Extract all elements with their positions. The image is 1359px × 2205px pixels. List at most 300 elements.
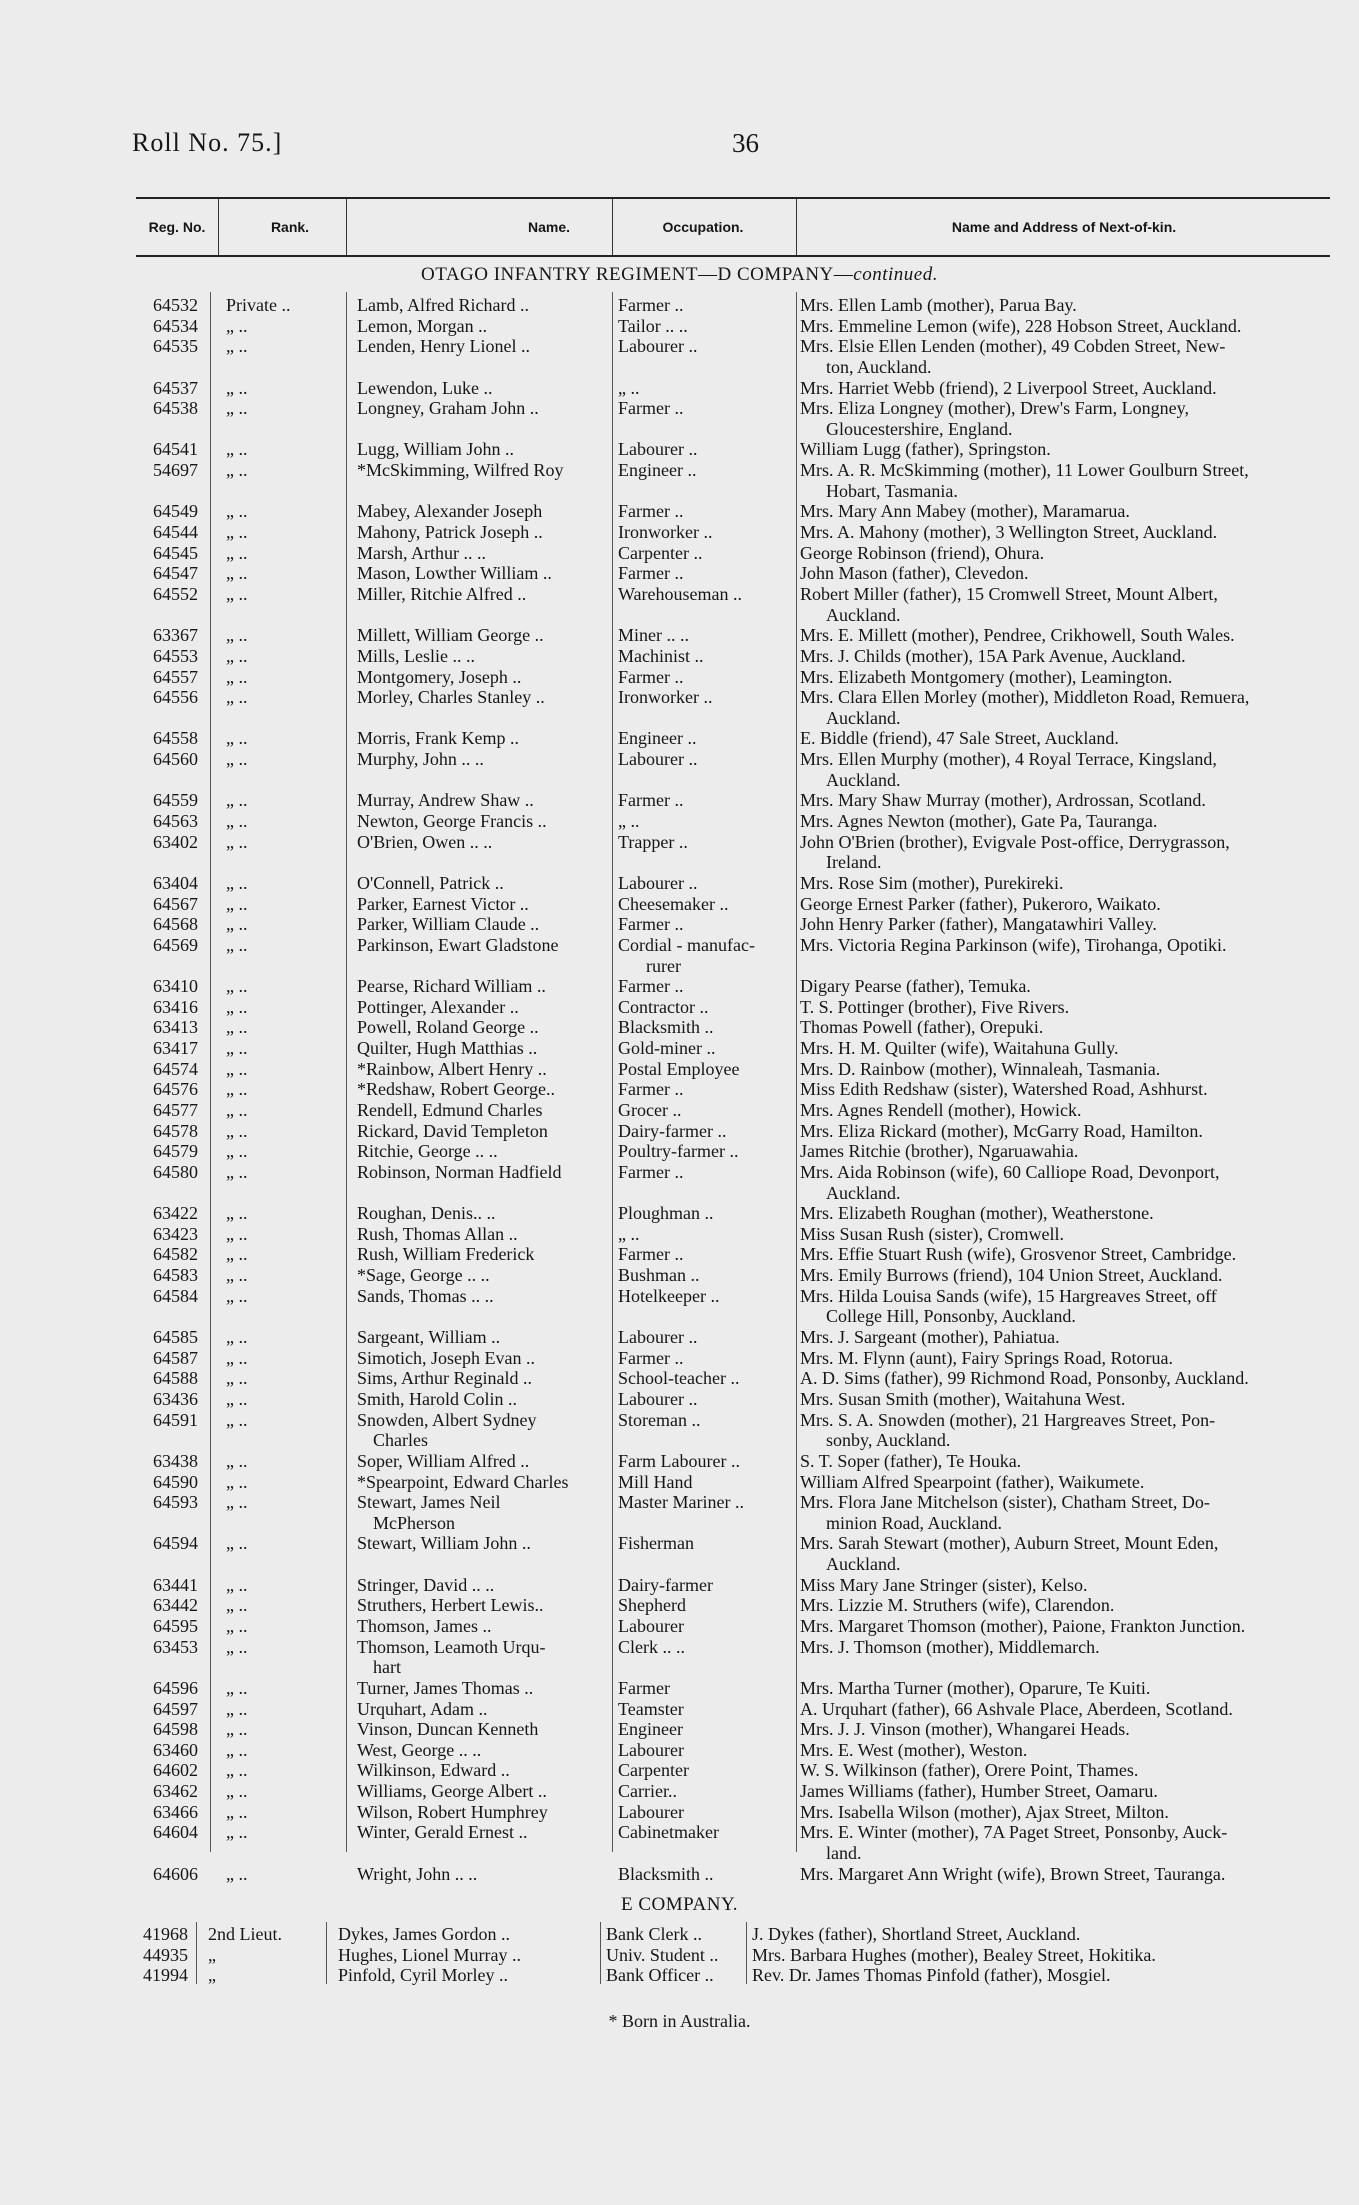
cell-reg: 64582 [153,1244,198,1265]
cell-rank: „ .. [226,1099,248,1120]
cell-kin: W. S. Wilkinson (father), Orere Point, Thames. [800,1760,1139,1781]
cell-occ: Warehouseman .. [618,583,743,604]
cell-occ: Bank Clerk .. [606,1924,702,1944]
cell-name: Charles [373,1430,428,1451]
table-row [0,997,1359,1018]
cell-reg: 64545 [153,542,198,563]
cell-occ: Ironworker .. [618,522,713,543]
cell-name: Vinson, Duncan Kenneth [357,1719,539,1740]
cell-reg: 63402 [153,831,198,852]
cell-name: Marsh, Arthur .. .. [357,542,486,563]
cell-rank: „ .. [226,976,248,997]
cell-reg: 64569 [153,934,198,955]
cell-rank: „ .. [226,1471,248,1492]
cell-kin: E. Biddle (friend), 47 Sale Street, Auckland. [800,728,1119,749]
cell-reg: 64580 [153,1161,198,1182]
cell-rank: „ .. [226,811,248,832]
cell-kin: A. D. Sims (father), 99 Richmond Road, Ponsonby, Auckland. [800,1368,1249,1389]
cell-kin: Auckland. [826,707,901,728]
cell-reg: 54697 [153,460,198,481]
col-rank: Rank. [270,219,310,235]
table-row [0,1203,1359,1224]
table-row [0,543,1359,564]
cell-occ: Engineer .. [618,728,697,749]
table-row [0,522,1359,543]
cell-reg: 64584 [153,1285,198,1306]
cell-rank: „ .. [226,749,248,770]
cell-rank: „ .. [226,1141,248,1162]
cell-rank: „ .. [226,1368,248,1389]
roll-number: Roll No. 75.] [132,128,283,157]
cell-rank: „ .. [226,1781,248,1802]
cell-kin: land. [826,1843,862,1864]
table-row [0,316,1359,337]
cell-kin: Mrs. Martha Turner (mother), Oparure, Te Kuiti. [800,1677,1151,1698]
cell-name: *Sage, George .. .. [357,1265,490,1286]
cell-name: Soper, William Alfred .. [357,1450,530,1471]
cell-kin: J. Dykes (father), Shortland Street, Auckland. [752,1924,1081,1944]
table-row [0,956,1359,977]
cell-name: Parkinson, Ewart Gladstone [357,934,559,955]
cell-kin: Miss Edith Redshaw (sister), Watershed Road, Ashhurst. [800,1079,1208,1100]
cell-name: O'Connell, Patrick .. [357,872,504,893]
cell-kin: Mrs. Elizabeth Montgomery (mother), Leamington. [800,666,1173,687]
cell-kin: Mrs. S. A. Snowden (mother), 21 Hargreaves Street, Pon- [800,1409,1216,1430]
cell-reg: 64560 [153,749,198,770]
cell-name: Lugg, William John .. [357,439,514,460]
cell-kin: A. Urquhart (father), 66 Ashvale Place, Aberdeen, Scotland. [800,1698,1233,1719]
cell-name: Thomson, Leamoth Urqu- [357,1636,546,1657]
cell-rank: „ .. [226,831,248,852]
cell-rank: „ .. [226,728,248,749]
cell-rank: „ .. [226,1120,248,1141]
page-number: 36 [732,128,759,158]
cell-name: Stewart, William John .. [357,1533,531,1554]
cell-kin: Mrs. J. Thomson (mother), Middlemarch. [800,1636,1100,1657]
cell-occ: Cabinetmaker [618,1822,719,1843]
column-divider [796,199,797,255]
cell-name: Stringer, David .. .. [357,1574,495,1595]
cell-reg: 64556 [153,687,198,708]
cell-rank: „ .. [226,996,248,1017]
cell-reg: 64557 [153,666,198,687]
table-row [0,1183,1359,1204]
cell-name: Montgomery, Joseph .. [357,666,522,687]
cell-kin: Mrs. Eliza Longney (mother), Drew's Farm, Longney, [800,398,1189,419]
cell-kin: Mrs. Isabella Wilson (mother), Ajax Street, Milton. [800,1801,1169,1822]
cell-name: Snowden, Albert Sydney [357,1409,537,1430]
col-occupation: Occupation. [662,219,744,235]
table-row [0,1843,1359,1864]
cell-name: Winter, Gerald Ernest .. [357,1822,528,1843]
cell-rank: „ .. [226,501,248,522]
cell-name: Dykes, James Gordon .. [338,1924,510,1944]
column-divider [346,199,347,255]
table-row [0,336,1359,357]
cell-occ: School-teacher .. [618,1368,740,1389]
table-row [0,894,1359,915]
cell-occ: Ploughman .. [618,1203,714,1224]
cell-kin: Mrs. Flora Jane Mitchelson (sister), Chatham Street, Do- [800,1492,1210,1513]
cell-rank: „ .. [226,1161,248,1182]
table-row [0,1719,1359,1740]
cell-name: Rush, William Frederick [357,1244,535,1265]
cell-rank: „ .. [226,1492,248,1513]
cell-kin: Mrs. Emily Burrows (friend), 104 Union Street, Auckland. [800,1265,1223,1286]
cell-name: Turner, James Thomas .. [357,1677,534,1698]
cell-rank: „ .. [226,1327,248,1348]
cell-kin: Mrs. Mary Ann Mabey (mother), Maramarua. [800,501,1130,522]
table-row [0,1945,1359,1966]
cell-kin: Mrs. Agnes Rendell (mother), Howick. [800,1099,1082,1120]
table-row [0,1472,1359,1493]
cell-occ: Carrier.. [618,1781,677,1802]
cell-kin: Mrs. H. M. Quilter (wife), Waitahuna Gully. [800,1038,1119,1059]
cell-reg: 64559 [153,790,198,811]
cell-occ: Poultry-farmer .. [618,1141,739,1162]
cell-name: Pottinger, Alexander .. [357,996,519,1017]
cell-rank: „ .. [226,1347,248,1368]
cell-rank: „ .. [226,1265,248,1286]
cell-name: Sargeant, William .. [357,1327,501,1348]
cell-rank: „ .. [226,377,248,398]
cell-occ: Univ. Student .. [606,1944,719,1965]
cell-kin: Mrs. Elizabeth Roughan (mother), Weatherstone. [800,1203,1154,1224]
cell-name: Struthers, Herbert Lewis.. [357,1595,544,1616]
cell-name: Smith, Harold Colin .. [357,1388,518,1409]
cell-kin: Mrs. Ellen Murphy (mother), 4 Royal Terrace, Kingsland, [800,749,1217,770]
cell-reg: 64604 [153,1822,198,1843]
cell-reg: 64596 [153,1677,198,1698]
cell-kin: Auckland. [826,1182,901,1203]
cell-kin: Auckland. [826,604,901,625]
table-row [0,749,1359,770]
cell-reg: 64585 [153,1327,198,1348]
cell-reg: 63441 [153,1574,198,1595]
table-row [0,687,1359,708]
table-row [0,584,1359,605]
cell-occ: Gold-miner .. [618,1038,716,1059]
table-row [0,1327,1359,1348]
table-row [0,1554,1359,1575]
cell-kin: Mrs. M. Flynn (aunt), Fairy Springs Road, Rotorua. [800,1347,1173,1368]
cell-occ: Farmer .. [618,790,684,811]
cell-reg: 41968 [143,1924,188,1944]
table-row [0,1678,1359,1699]
cell-rank: „ .. [226,1760,248,1781]
cell-rank: „ .. [226,1863,248,1884]
cell-name: West, George .. .. [357,1739,482,1760]
table-row [0,976,1359,997]
cell-occ: Labourer [618,1616,684,1636]
cell-reg: 64568 [153,914,198,935]
cell-rank: „ .. [226,315,248,336]
cell-name: *Spearpoint, Edward Charles [357,1471,569,1492]
cell-rank: „ .. [226,1203,248,1224]
cell-occ: Engineer .. [618,460,697,481]
cell-kin: Mrs. Victoria Regina Parkinson (wife), Tirohanga, Opotiki. [800,934,1227,955]
cell-occ: „ .. [618,811,640,832]
cell-reg: 64576 [153,1079,198,1100]
table-row [0,770,1359,791]
cell-occ: Bushman .. [618,1265,700,1286]
cell-reg: 64544 [153,522,198,543]
cell-reg: 64590 [153,1471,198,1492]
table-row [0,1244,1359,1265]
cell-kin: Gloucestershire, England. [826,418,1013,439]
cell-kin: William Lugg (father), Springston. [800,439,1051,460]
cell-kin: Mrs. Aida Robinson (wife), 60 Calliope Road, Devonport, [800,1161,1220,1182]
cell-kin: Mrs. A. Mahony (mother), 3 Wellington Street, Auckland. [800,522,1218,543]
cell-rank: 2nd Lieut. [208,1924,282,1944]
cell-name: Robinson, Norman Hadfield [357,1161,562,1182]
cell-name: Sims, Arthur Reginald .. [357,1368,532,1389]
table-row [0,1533,1359,1554]
cell-rank: „ .. [226,1801,248,1822]
cell-kin: Mrs. E. Winter (mother), 7A Paget Street, Ponsonby, Auck- [800,1822,1228,1843]
cell-name: Parker, William Claude .. [357,914,540,935]
cell-name: Wilkinson, Edward .. [357,1760,510,1781]
cell-reg: 64602 [153,1760,198,1781]
cell-rank: „ .. [226,934,248,955]
table-row [0,398,1359,419]
cell-rank: „ .. [226,563,248,584]
cell-occ: Farmer .. [618,1079,684,1100]
table-row [0,646,1359,667]
cell-rank: „ .. [226,1698,248,1719]
cell-reg: 64598 [153,1719,198,1740]
cell-rank: „ .. [226,1244,248,1265]
cell-reg: 64538 [153,398,198,419]
cell-name: Wilson, Robert Humphrey [357,1801,548,1822]
table-row [0,501,1359,522]
cell-reg: 64588 [153,1368,198,1389]
cell-kin: Mrs. Eliza Rickard (mother), McGarry Road, Hamilton. [800,1120,1203,1141]
cell-name: hart [373,1657,401,1678]
table-row [0,1492,1359,1513]
cell-kin: Miss Susan Rush (sister), Cromwell. [800,1223,1065,1244]
cell-kin: Mrs. Lizzie M. Struthers (wife), Clarendon. [800,1595,1115,1616]
cell-occ: Postal Employee [618,1058,740,1079]
cell-rank: „ .. [226,1038,248,1059]
cell-kin: Auckland. [826,769,901,790]
cell-kin: S. T. Soper (father), Te Houka. [800,1450,1022,1471]
table-row [0,1657,1359,1678]
cell-kin: Robert Miller (father), 15 Cromwell Street, Mount Albert, [800,583,1218,604]
cell-occ: Blacksmith .. [618,1017,714,1038]
cell-rank: „ .. [226,1285,248,1306]
cell-occ: Farmer .. [618,295,684,315]
cell-kin: sonby, Auckland. [826,1430,951,1451]
cell-kin: Digary Pearse (father), Temuka. [800,976,1031,997]
cell-kin: Mrs. Clara Ellen Morley (mother), Middleton Road, Remuera, [800,687,1250,708]
table-row [0,419,1359,440]
cell-reg: 63442 [153,1595,198,1616]
d-company-rows [0,295,1359,1884]
cell-name: O'Brien, Owen .. .. [357,831,493,852]
table-row [0,1595,1359,1616]
cell-kin: Mrs. Hilda Louisa Sands (wife), 15 Hargreaves Street, off [800,1285,1217,1306]
cell-reg: 64591 [153,1409,198,1430]
cell-occ: Farmer .. [618,1244,684,1265]
cell-kin: Mrs. Susan Smith (mother), Waitahuna West. [800,1388,1126,1409]
table-row [0,1924,1359,1945]
cell-kin: ton, Auckland. [826,356,932,377]
table-row [0,790,1359,811]
table-row [0,1079,1359,1100]
cell-rank: „ .. [226,645,248,666]
cell-reg: 63404 [153,872,198,893]
cell-rank: „ [208,1944,216,1965]
cell-kin: T. S. Pottinger (brother), Five Rivers. [800,996,1070,1017]
table-row [0,1616,1359,1637]
cell-reg: 64606 [153,1863,198,1884]
cell-occ: Contractor .. [618,996,709,1017]
cell-rank: „ .. [226,1574,248,1595]
cell-kin: Mrs. Emmeline Lemon (wife), 228 Hobson Street, Auckland. [800,315,1242,336]
table-row [0,357,1359,378]
cell-name: *Redshaw, Robert George.. [357,1079,555,1100]
table-row [0,378,1359,399]
cell-kin: John Henry Parker (father), Mangatawhiri Valley. [800,914,1157,935]
cell-name: Mabey, Alexander Joseph [357,501,543,522]
cell-reg: 64563 [153,811,198,832]
cell-occ: Engineer [618,1719,683,1740]
cell-rank: „ .. [226,522,248,543]
table-row [0,1781,1359,1802]
cell-rank: „ .. [226,1409,248,1430]
table-row [0,728,1359,749]
cell-occ: Labourer .. [618,336,698,357]
cell-reg: 64595 [153,1616,198,1636]
cell-rank: „ .. [226,625,248,646]
cell-rank: „ .. [226,872,248,893]
cell-kin: Mrs. J. Childs (mother), 15A Park Avenue, Auckland. [800,645,1186,666]
cell-reg: 64534 [153,315,198,336]
col-reg-no: Reg. No. [148,219,206,235]
table-row [0,439,1359,460]
footnote: * Born in Australia. [608,2011,751,2031]
cell-occ: Labourer .. [618,1327,698,1348]
cell-reg: 63413 [153,1017,198,1038]
table-row [0,1410,1359,1431]
cell-reg: 41994 [143,1965,188,1985]
cell-occ: rurer [646,955,681,976]
cell-reg: 64549 [153,501,198,522]
cell-name: Rush, Thomas Allan .. [357,1223,518,1244]
cell-reg: 64587 [153,1347,198,1368]
cell-occ: Labourer .. [618,439,698,460]
cell-rank: „ .. [226,1388,248,1409]
cell-kin: Mrs. Barbara Hughes (mother), Bealey Street, Hokitika. [752,1944,1156,1965]
column-divider [612,199,613,255]
cell-reg: 63410 [153,976,198,997]
cell-kin: Mrs. Ellen Lamb (mother), Parua Bay. [800,295,1077,315]
cell-reg: 44935 [143,1944,188,1965]
cell-reg: 64583 [153,1265,198,1286]
table-row [0,667,1359,688]
cell-occ: Tailor .. .. [618,315,688,336]
cell-name: Pearse, Richard William .. [357,976,546,997]
cell-kin: minion Road, Auckland. [826,1512,1002,1533]
cell-name: Lewendon, Luke .. [357,377,493,398]
cell-name: Murphy, John .. .. [357,749,484,770]
cell-occ: Farmer .. [618,1347,684,1368]
cell-reg: 64597 [153,1698,198,1719]
section-d-continued: continued. [853,264,938,285]
cell-occ: Farmer .. [618,666,684,687]
cell-name: Roughan, Denis.. .. [357,1203,496,1224]
cell-kin: Mrs. E. Millett (mother), Pendree, Crikhowell, South Wales. [800,625,1235,646]
table-row [0,1162,1359,1183]
cell-name: McPherson [373,1512,455,1533]
cell-occ: Ironworker .. [618,687,713,708]
cell-rank: „ .. [226,1079,248,1100]
cell-occ: Shepherd [618,1595,686,1616]
cell-reg: 64552 [153,583,198,604]
table-row [0,1059,1359,1080]
cell-occ: Machinist .. [618,645,704,666]
cell-kin: Thomas Powell (father), Orepuki. [800,1017,1044,1038]
cell-occ: Farmer [618,1677,670,1698]
cell-name: Williams, George Albert .. [357,1781,547,1802]
cell-reg: 63438 [153,1450,198,1471]
cell-rank: „ .. [226,1223,248,1244]
section-d-title [0,264,1359,286]
cell-reg: 64579 [153,1141,198,1162]
cell-kin: Mrs. J. Sargeant (mother), Pahiatua. [800,1327,1060,1348]
cell-kin: Mrs. Margaret Ann Wright (wife), Brown Street, Tauranga. [800,1863,1226,1884]
cell-rank: „ .. [226,1450,248,1471]
cell-kin: Mrs. D. Rainbow (mother), Winnaleah, Tasmania. [800,1058,1161,1079]
cell-rank: „ .. [226,336,248,357]
table-row [0,1965,1359,1986]
cell-occ: Teamster [618,1698,684,1719]
cell-name: Hughes, Lionel Murray .. [338,1944,521,1965]
table-row [0,1368,1359,1389]
cell-reg: 63416 [153,996,198,1017]
cell-rank: „ .. [226,542,248,563]
cell-reg: 63466 [153,1801,198,1822]
cell-name: Mahony, Patrick Joseph .. [357,522,543,543]
cell-kin: Mrs. Margaret Thomson (mother), Paione, Frankton Junction. [800,1616,1246,1636]
cell-reg: 64578 [153,1120,198,1141]
page-header [132,128,1332,168]
cell-name: Wright, John .. .. [357,1863,478,1884]
cell-rank: „ .. [226,1533,248,1554]
cell-name: Sands, Thomas .. .. [357,1285,494,1306]
cell-kin: Miss Mary Jane Stringer (sister), Kelso. [800,1574,1088,1595]
cell-reg: 64541 [153,439,198,460]
cell-name: Ritchie, George .. .. [357,1141,498,1162]
cell-name: Millett, William George .. [357,625,544,646]
cell-kin: James Williams (father), Humber Street, Oamaru. [800,1781,1158,1802]
cell-rank: „ .. [226,914,248,935]
cell-reg: 64537 [153,377,198,398]
e-company-rows [0,1924,1359,1986]
cell-name: Mason, Lowther William .. [357,563,552,584]
table-row [0,1265,1359,1286]
cell-reg: 64532 [153,295,198,315]
cell-name: Lenden, Henry Lionel .. [357,336,530,357]
table-row [0,1699,1359,1720]
cell-rank: „ .. [226,1719,248,1740]
cell-occ: Labourer .. [618,749,698,770]
cell-rank: „ .. [226,1017,248,1038]
cell-reg: 63422 [153,1203,198,1224]
cell-occ: Labourer [618,1801,684,1822]
table-row [0,481,1359,502]
